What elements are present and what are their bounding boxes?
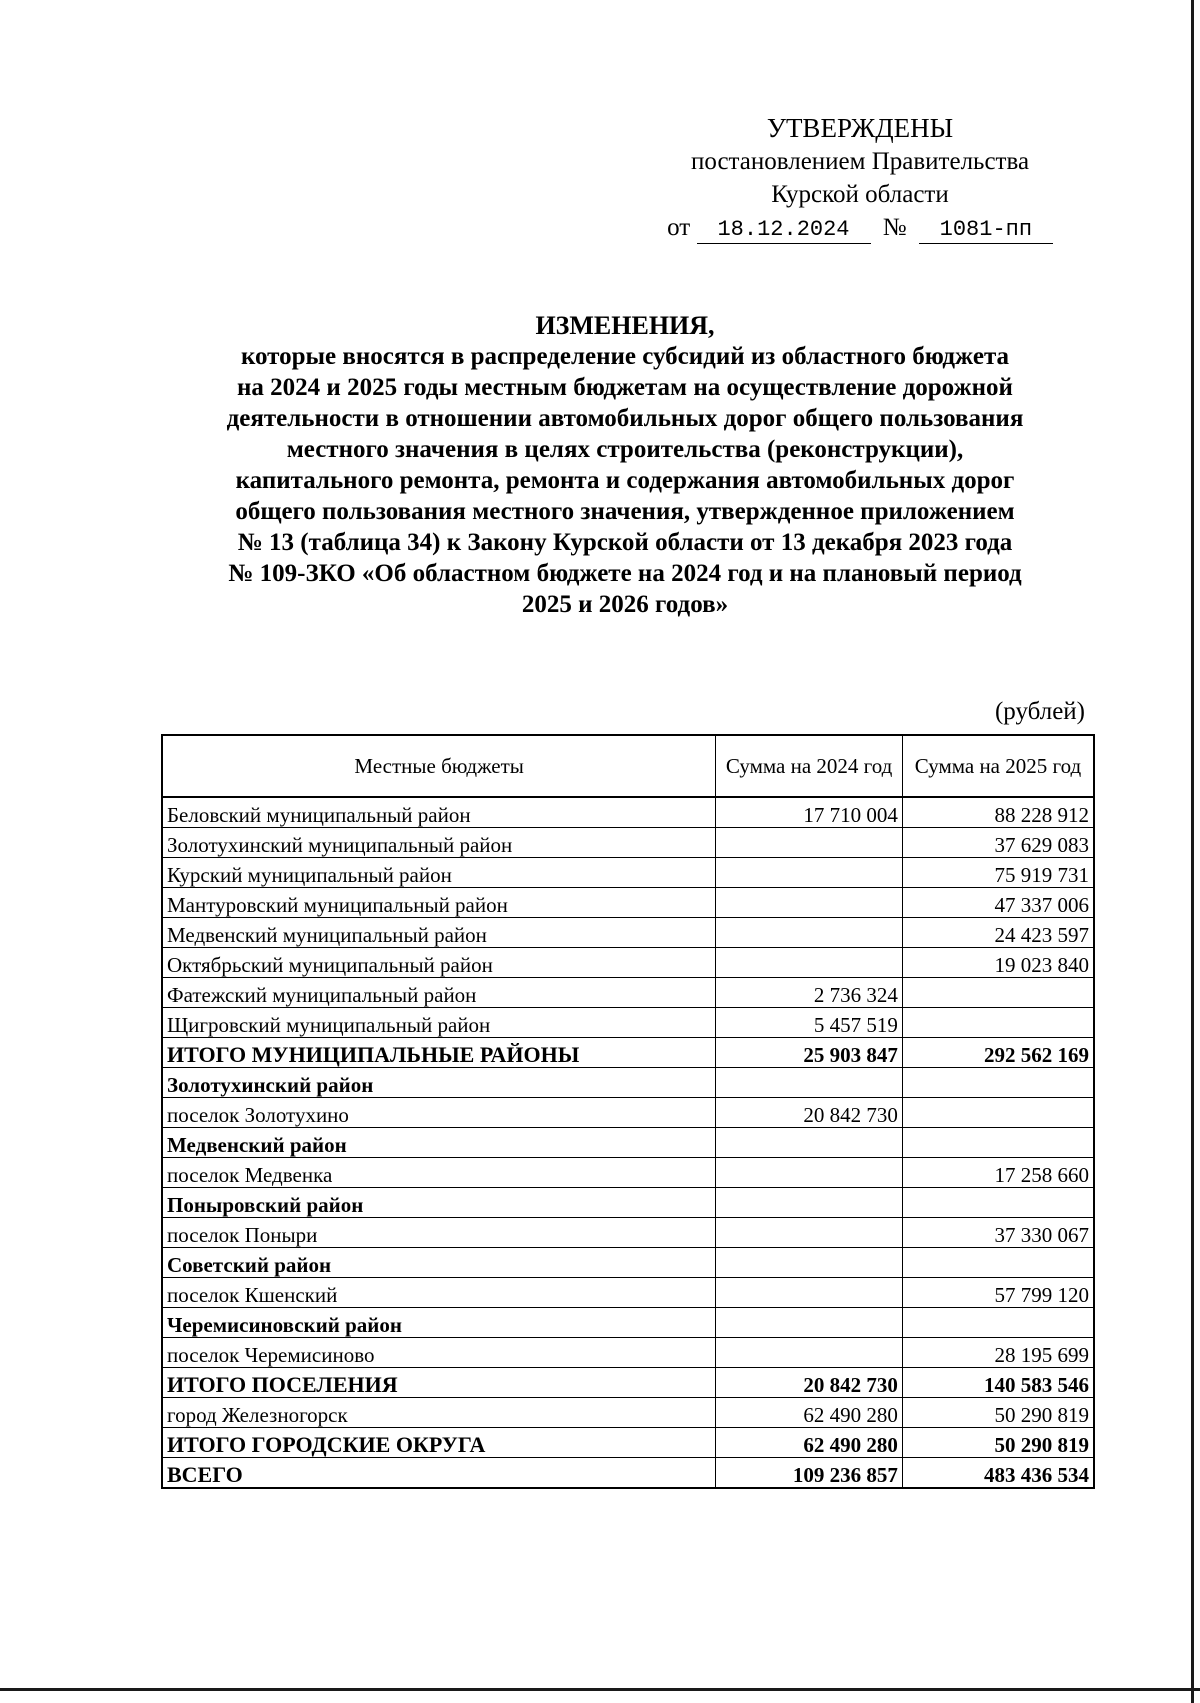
amount-2024-cell: 62 490 280 — [716, 1428, 903, 1458]
amount-2025-cell: 57 799 120 — [902, 1278, 1094, 1308]
budget-name-cell: ВСЕГО — [162, 1458, 716, 1489]
amount-2024-cell — [716, 1338, 903, 1368]
amount-2025-cell — [902, 1098, 1094, 1128]
group-header-row — [162, 1068, 1094, 1098]
unit-label: (рублей) — [994, 698, 1085, 725]
amount-2024-cell: 5 457 519 — [716, 1008, 903, 1038]
amount-2025-cell — [902, 978, 1094, 1008]
budget-name-cell: Поныровский район — [162, 1188, 716, 1218]
approval-dateline — [640, 211, 1080, 244]
title-line: которые вносятся в распределение субсидий из областного бюджета — [240, 343, 1010, 370]
budget-name-cell: Золотухинский район — [162, 1068, 716, 1098]
amount-2025-cell: 24 423 597 — [902, 918, 1094, 948]
title-line: № 13 (таблица 34) к Закону Курской области от 13 декабря 2023 года — [237, 529, 1013, 556]
amount-2025-cell: 140 583 546 — [902, 1368, 1094, 1398]
title-line: общего пользования местного значения, утвержденное приложением — [235, 498, 1015, 525]
budget-name-cell: Щигровский муниципальный район — [162, 1008, 716, 1038]
budget-name-cell: Советский район — [162, 1248, 716, 1278]
amount-2025-cell — [902, 1248, 1094, 1278]
amount-2024-cell: 109 236 857 — [716, 1458, 903, 1489]
table-row — [162, 1338, 1094, 1368]
group-header-row — [162, 1248, 1094, 1278]
approval-block — [640, 112, 1080, 244]
budget-name-cell: ИТОГО ГОРОДСКИЕ ОКРУГА — [162, 1428, 716, 1458]
amount-2025-cell: 88 228 912 — [902, 797, 1094, 828]
budget-name-cell: поселок Черемисиново — [162, 1338, 716, 1368]
budget-name-cell: Октябрьский муниципальный район — [162, 948, 716, 978]
scan-edge-bottom — [0, 1688, 1200, 1691]
title-line: 2025 и 2026 годов» — [521, 591, 729, 618]
title-heading: ИЗМЕНЕНИЯ, — [535, 311, 715, 340]
budget-table — [161, 734, 1095, 1489]
budget-name-cell: поселок Золотухино — [162, 1098, 716, 1128]
budget-name-cell: поселок Кшенский — [162, 1278, 716, 1308]
title-line: № 109-ЗКО «Об областном бюджете на 2024 год и на плановый период — [228, 560, 1022, 587]
table-row — [162, 828, 1094, 858]
amount-2025-cell: 19 023 840 — [902, 948, 1094, 978]
total-row — [162, 1368, 1094, 1398]
amount-2024-cell — [716, 1068, 903, 1098]
header-2024: Сумма на 2024 год — [716, 735, 903, 797]
table-row — [162, 948, 1094, 978]
amount-2025-cell: 483 436 534 — [902, 1458, 1094, 1489]
budget-name-cell: поселок Медвенка — [162, 1158, 716, 1188]
amount-2025-cell — [902, 1308, 1094, 1338]
amount-2024-cell — [716, 918, 903, 948]
title-line: капитального ремонта, ремонта и содержания автомобильных дорог — [235, 467, 1015, 494]
amount-2024-cell — [716, 1158, 903, 1188]
budget-name-cell: ИТОГО ПОСЕЛЕНИЯ — [162, 1368, 716, 1398]
amount-2025-cell: 75 919 731 — [902, 858, 1094, 888]
budget-name-cell: Черемисиновский район — [162, 1308, 716, 1338]
table-row — [162, 978, 1094, 1008]
group-header-row — [162, 1308, 1094, 1338]
budget-name-cell: город Железногорск — [162, 1398, 716, 1428]
amount-2024-cell — [716, 828, 903, 858]
budget-name-cell: Золотухинский муниципальный район — [162, 828, 716, 858]
table-row — [162, 1398, 1094, 1428]
approval-line-1: постановлением Правительства — [690, 148, 1030, 175]
amount-2025-cell: 28 195 699 — [902, 1338, 1094, 1368]
scan-edge-right — [1191, 0, 1194, 1703]
table-row — [162, 1008, 1094, 1038]
amount-2024-cell: 2 736 324 — [716, 978, 903, 1008]
table-row — [162, 1278, 1094, 1308]
title-line: местного значения в целях строительства (реконструкции), — [286, 436, 964, 463]
total-row — [162, 1038, 1094, 1068]
amount-2025-cell — [902, 1128, 1094, 1158]
amount-2025-cell: 17 258 660 — [902, 1158, 1094, 1188]
table-header-row — [162, 735, 1094, 797]
amount-2025-cell — [902, 1068, 1094, 1098]
table-row — [162, 797, 1094, 828]
budget-name-cell: ИТОГО МУНИЦИПАЛЬНЫЕ РАЙОНЫ — [162, 1038, 716, 1068]
amount-2025-cell: 37 629 083 — [902, 828, 1094, 858]
amount-2025-cell: 50 290 819 — [902, 1428, 1094, 1458]
header-budgets: Местные бюджеты — [162, 735, 716, 797]
title-line: деятельности в отношении автомобильных дорог общего пользования — [226, 405, 1024, 432]
group-header-row — [162, 1188, 1094, 1218]
table-row — [162, 1098, 1094, 1128]
amount-2025-cell: 292 562 169 — [902, 1038, 1094, 1068]
amount-2024-cell: 25 903 847 — [716, 1038, 903, 1068]
approval-line-2: Курской области — [771, 181, 949, 208]
budget-name-cell: Мантуровский муниципальный район — [162, 888, 716, 918]
amount-2025-cell: 47 337 006 — [902, 888, 1094, 918]
date-label: от — [667, 214, 691, 241]
amount-2025-cell — [902, 1008, 1094, 1038]
approval-date: 18.12.2024 — [697, 217, 871, 244]
total-row — [162, 1458, 1094, 1489]
amount-2024-cell — [716, 1248, 903, 1278]
amount-2024-cell — [716, 1278, 903, 1308]
table-row — [162, 918, 1094, 948]
amount-2024-cell: 20 842 730 — [716, 1098, 903, 1128]
amount-2024-cell: 20 842 730 — [716, 1368, 903, 1398]
table-row — [162, 1158, 1094, 1188]
table-body — [162, 797, 1094, 1488]
budget-name-cell: Медвенский район — [162, 1128, 716, 1158]
approval-number: 1081-пп — [919, 217, 1053, 244]
amount-2024-cell — [716, 1128, 903, 1158]
title-body — [150, 341, 1100, 620]
amount-2025-cell — [902, 1188, 1094, 1218]
budget-name-cell: Медвенский муниципальный район — [162, 918, 716, 948]
table-row — [162, 1218, 1094, 1248]
budget-name-cell: Фатежский муниципальный район — [162, 978, 716, 1008]
budget-name-cell: Беловский муниципальный район — [162, 797, 716, 828]
document-title — [150, 310, 1100, 620]
group-header-row — [162, 1128, 1094, 1158]
approval-stamp: УТВЕРЖДЕНЫ — [766, 113, 954, 143]
table-row — [162, 858, 1094, 888]
amount-2025-cell: 37 330 067 — [902, 1218, 1094, 1248]
title-line: на 2024 и 2025 годы местным бюджетам на осуществление дорожной — [237, 374, 1013, 401]
amount-2024-cell: 62 490 280 — [716, 1398, 903, 1428]
total-row — [162, 1428, 1094, 1458]
amount-2024-cell — [716, 858, 903, 888]
amount-2024-cell — [716, 888, 903, 918]
number-label: № — [882, 214, 907, 241]
budget-name-cell: Курский муниципальный район — [162, 858, 716, 888]
amount-2024-cell — [716, 948, 903, 978]
amount-2024-cell — [716, 1218, 903, 1248]
budget-name-cell: поселок Поныри — [162, 1218, 716, 1248]
header-2025: Сумма на 2025 год — [902, 735, 1094, 797]
amount-2024-cell — [716, 1188, 903, 1218]
amount-2024-cell — [716, 1308, 903, 1338]
table-row — [162, 888, 1094, 918]
amount-2025-cell: 50 290 819 — [902, 1398, 1094, 1428]
amount-2024-cell: 17 710 004 — [716, 797, 903, 828]
